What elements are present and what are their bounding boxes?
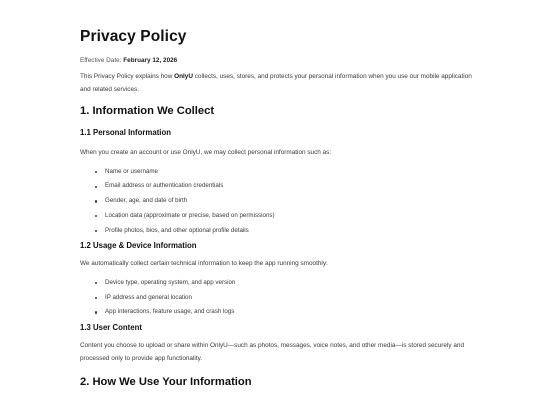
effective-date-label: Effective Date: [80, 57, 122, 64]
usage-device-information-text: We automatically collect certain technical information to keep the app running smoothly: [80, 260, 328, 268]
list-item: Email address or authentication credentials [95, 179, 480, 194]
intro-text-before: This Privacy Policy explains how [80, 73, 175, 80]
page-title: Privacy Policy [80, 28, 187, 45]
user-content-text: Content you choose to upload or share within OnlyU—such as photos, messages, voice notes, and other media—is stored securely and processed only to provide app functionality. [80, 342, 465, 362]
intro-brand: OnlyU [174, 73, 193, 80]
personal-information-list [80, 165, 480, 239]
list-item: Name or username [95, 165, 480, 180]
personal-information-text: When you create an account or use OnlyU, we may collect personal information such as: [80, 149, 332, 157]
section-heading-information-we-collect: 1. Information We Collect [80, 105, 215, 118]
usage-device-information-list [80, 276, 480, 320]
list-item: App interactions, feature usage, and crash logs [95, 305, 480, 320]
policy-content [80, 28, 480, 389]
subsection-heading-user-content: 1.3 User Content [80, 323, 142, 332]
list-item: Gender, age, and date of birth [95, 194, 480, 209]
section-heading-how-we-use-your-information: 2. How We Use Your Information [80, 376, 252, 389]
subsection-heading-usage-device-information: 1.2 Usage & Device Information [80, 241, 197, 251]
effective-date-value: February 12, 2026 [123, 57, 178, 64]
list-item: Device type, operating system, and app version [95, 276, 480, 291]
intro-text-after: collects, uses, stores, and protects your personal information when you use our mobile application and related services. [80, 73, 472, 93]
list-item: Profile photos, bios, and other optional profile details [95, 224, 480, 239]
intro-paragraph [80, 71, 480, 96]
subsection-heading-personal-information: 1.1 Personal Information [80, 128, 171, 138]
effective-date [80, 56, 480, 65]
list-item: Location data (approximate or precise, based on permissions) [95, 209, 480, 224]
list-item: IP address and general location [95, 291, 480, 306]
